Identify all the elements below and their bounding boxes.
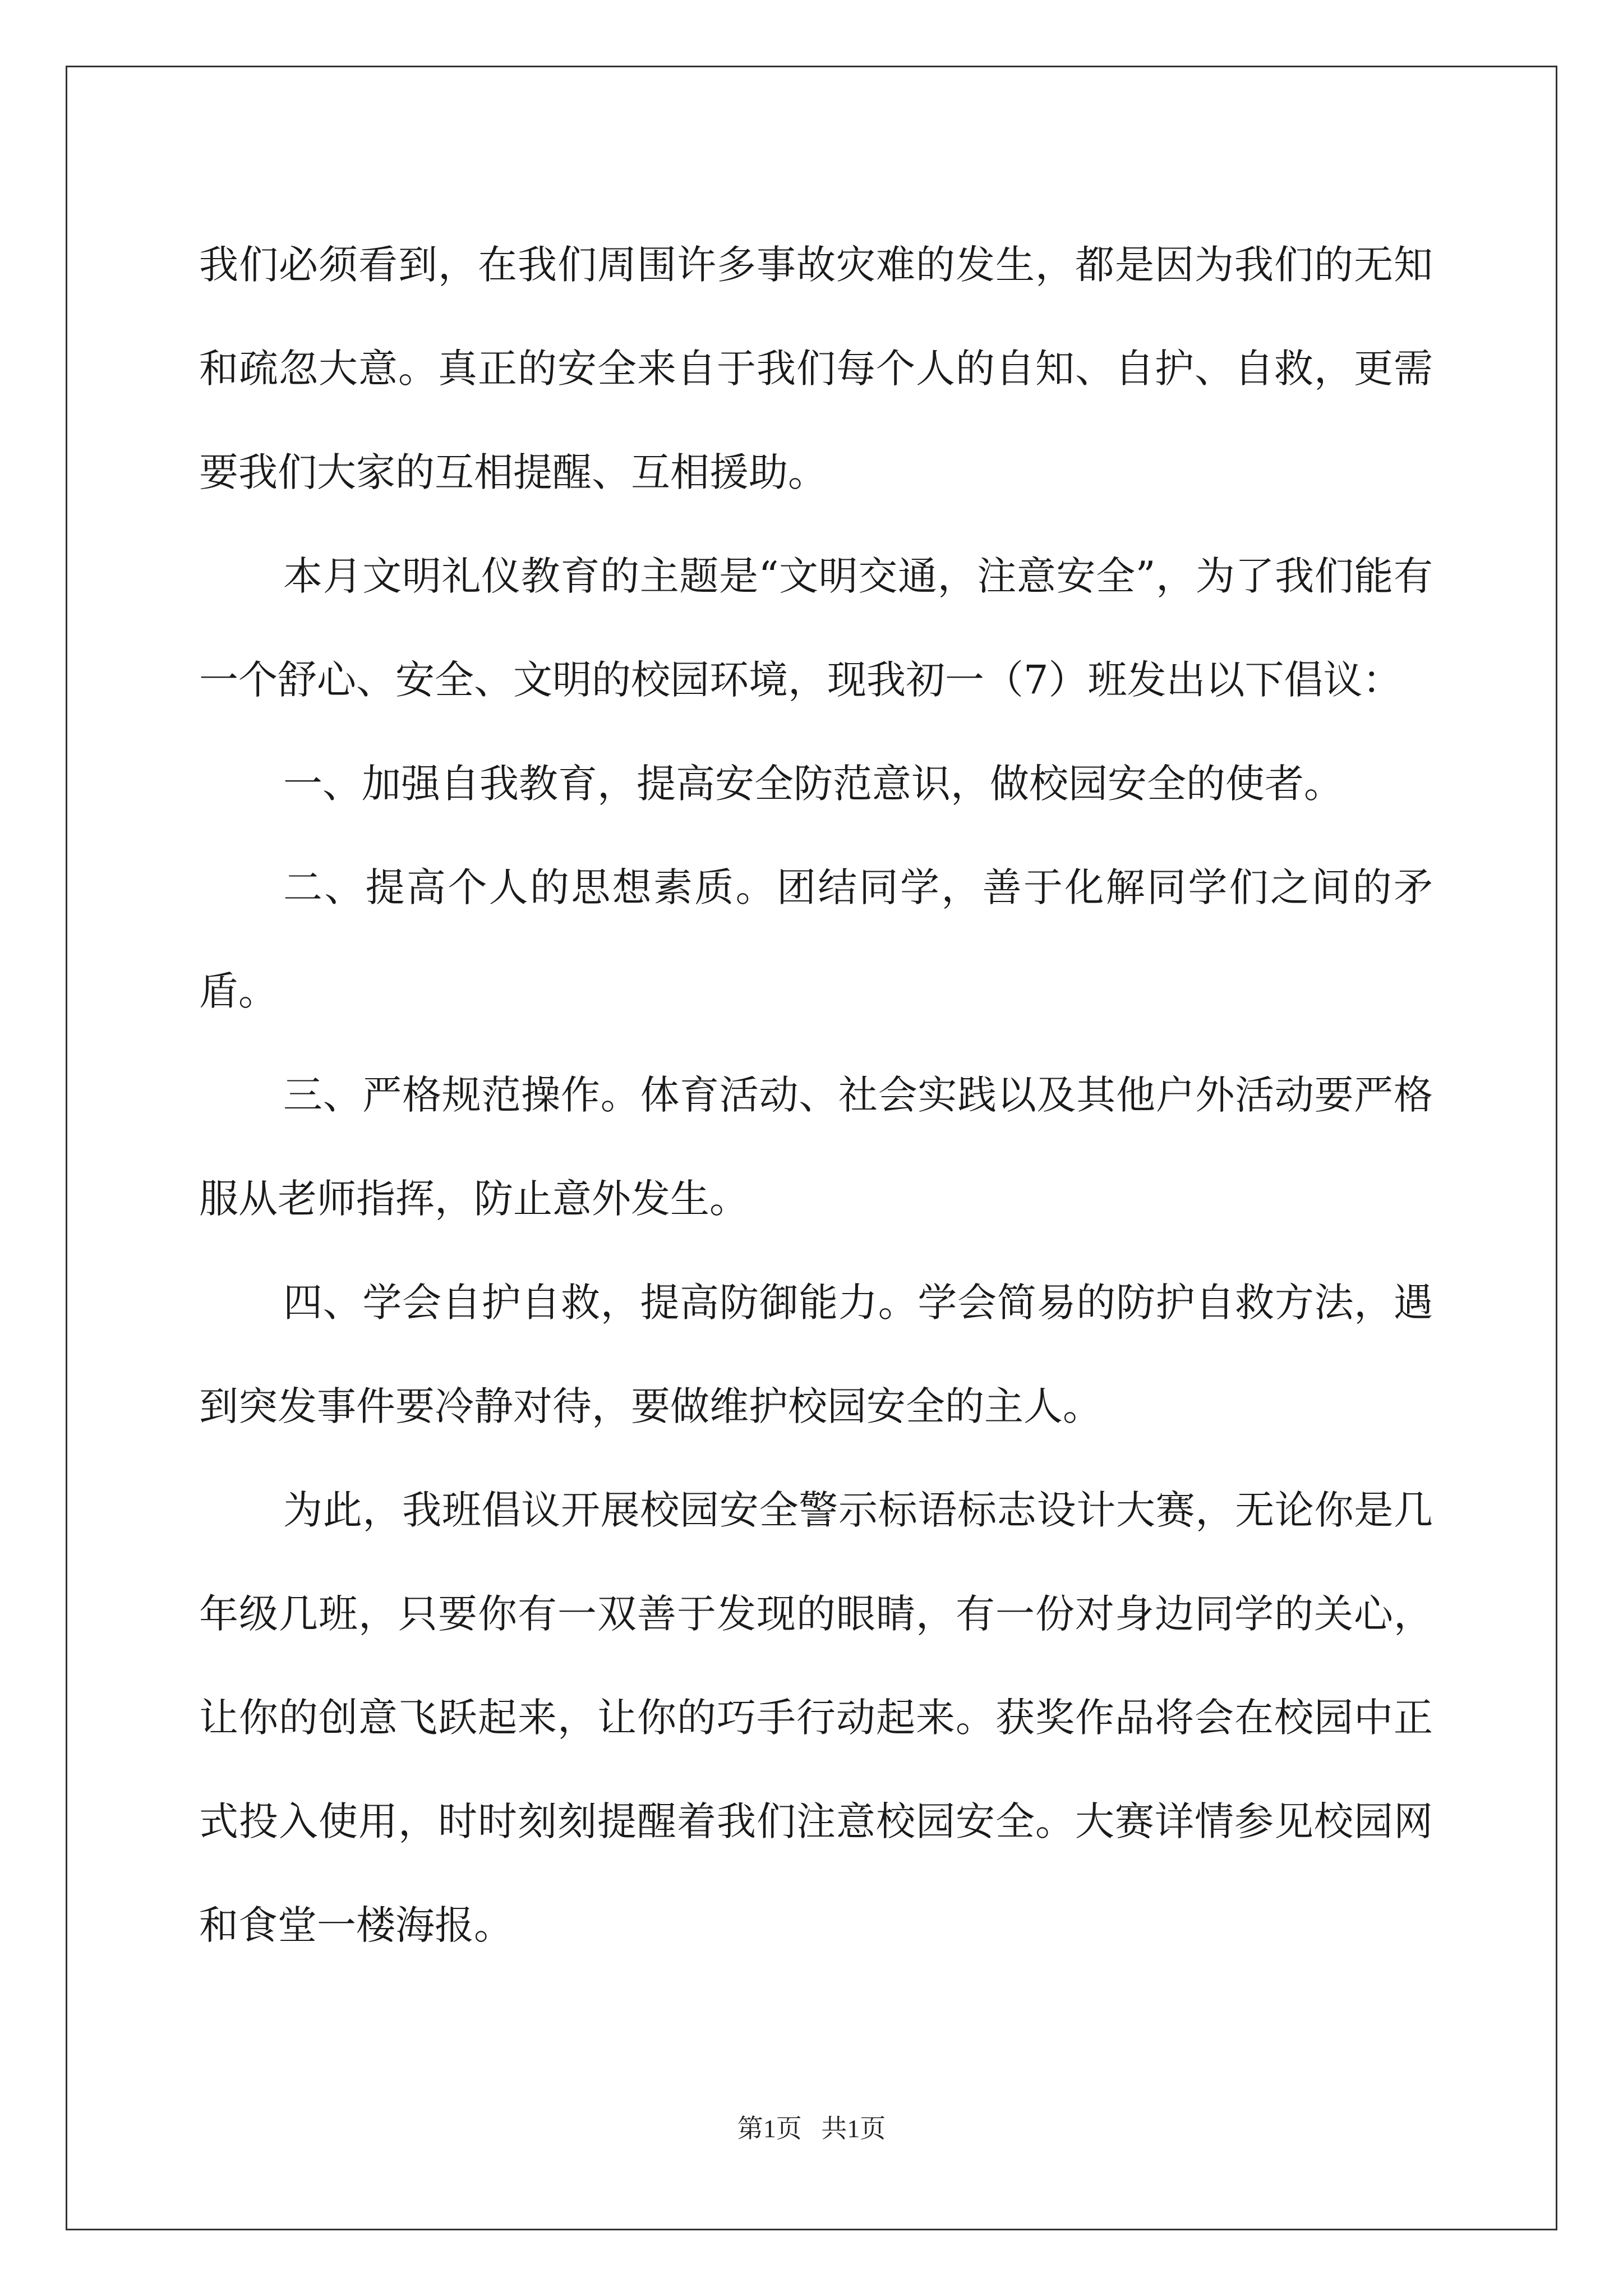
paragraph-3: 一、加强自我教育，提高安全防范意识，做校园安全的使者。 bbox=[283, 761, 1343, 807]
paragraph-7: 为此，我班倡议开展校园安全警示标语标志设计大赛，无论你是几年级几班，只要你有一双善于发现的眼睛，有一份对身边同学的关心，让你的创意飞跃起来，让你的巧手行动起来。获奖作品将会在校园中正式投入使用，时时刻刻提醒着我们注意校园安全。大赛详情参见校园网和食堂一楼海报。 bbox=[199, 1487, 1433, 1948]
paragraph-4: 二、提高个人的思想素质。团结同学，善于化解同学们之间的矛盾。 bbox=[199, 864, 1433, 1014]
page-footer: 第1页 共1页 bbox=[737, 2114, 886, 2143]
paragraph-5: 三、严格规范操作。体育活动、社会实践以及其他户外活动要严格服从老师指挥，防止意外发生。 bbox=[199, 1072, 1433, 1222]
paragraph-1: 我们必须看到，在我们周围许多事故灾难的发生，都是因为我们的无知和疏忽大意。真正的安全来自于我们每个人的自知、自护、自救，更需要我们大家的互相提醒、互相援助。 bbox=[199, 242, 1433, 495]
paragraph-6: 四、学会自护自救，提高防御能力。学会简易的防护自救方法，遇到突发事件要冷静对待，要做维护校园安全的主人。 bbox=[199, 1280, 1433, 1429]
document-body bbox=[199, 213, 1433, 1977]
paragraph-2: 本月文明礼仪教育的主题是“文明交通，注意安全”，为了我们能有一个舒心、安全、文明的校园环境，现我初一（7）班发出以下倡议： bbox=[199, 553, 1433, 703]
